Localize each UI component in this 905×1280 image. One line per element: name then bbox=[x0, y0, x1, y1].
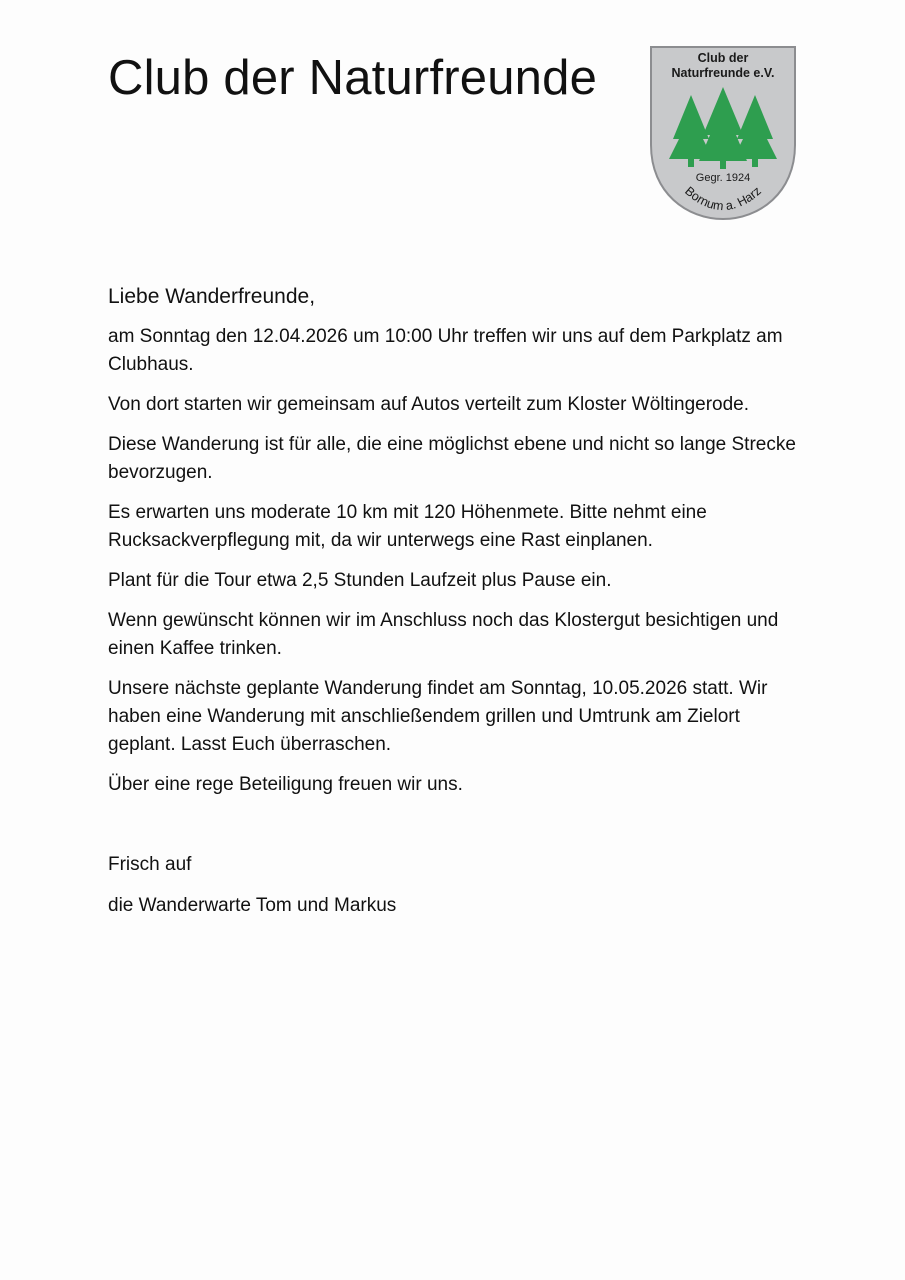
closing: Frisch auf bbox=[108, 854, 192, 875]
greeting: Liebe Wanderfreunde, bbox=[108, 285, 316, 308]
logo-founded: Gegr. 1924 bbox=[695, 172, 751, 184]
paragraph-next-hike: Unsere nächste geplante Wanderung findet am Sonntag, 10.05.2026 statt. Wir haben eine Wanderung mit anschließendem grillen und Umtrunk am Zielort geplant. Lasst Euch überraschen. bbox=[108, 678, 768, 755]
logo-line1: Club der bbox=[697, 51, 749, 65]
letter-body bbox=[108, 282, 808, 933]
paragraph-distance: Es erwarten uns moderate 10 km mit 120 Höhenmete. Bitte nehmt eine Rucksackverpflegung mit, da wir unterwegs eine Rast einplanen. bbox=[108, 502, 707, 551]
paragraph-meeting: am Sonntag den 12.04.2026 um 10:00 Uhr treffen wir uns auf dem Parkplatz am Clubhaus. bbox=[108, 326, 783, 375]
paragraph-duration: Plant für die Tour etwa 2,5 Stunden Laufzeit plus Pause ein. bbox=[108, 570, 612, 591]
paragraph-audience: Diese Wanderung ist für alle, die eine möglichst ebene und nicht so lange Strecke bevorzugen. bbox=[108, 434, 796, 483]
paragraph-departure: Von dort starten wir gemeinsam auf Autos verteilt zum Kloster Wöltingerode. bbox=[108, 394, 750, 415]
club-logo bbox=[647, 43, 799, 223]
page-title: Club der Naturfreunde bbox=[108, 51, 598, 105]
closing-spacer bbox=[108, 811, 808, 851]
paragraph-participation: Über eine rege Beteiligung freuen wir uns. bbox=[108, 774, 463, 795]
logo-location: Bornum a. Harz bbox=[682, 183, 764, 214]
logo-line2: Naturfreunde e.V. bbox=[671, 66, 775, 80]
paragraph-optional-visit: Wenn gewünscht können wir im Anschluss noch das Klostergut besichtigen und einen Kaffee trinken. bbox=[108, 610, 779, 659]
signature: die Wanderwarte Tom und Markus bbox=[108, 895, 397, 916]
